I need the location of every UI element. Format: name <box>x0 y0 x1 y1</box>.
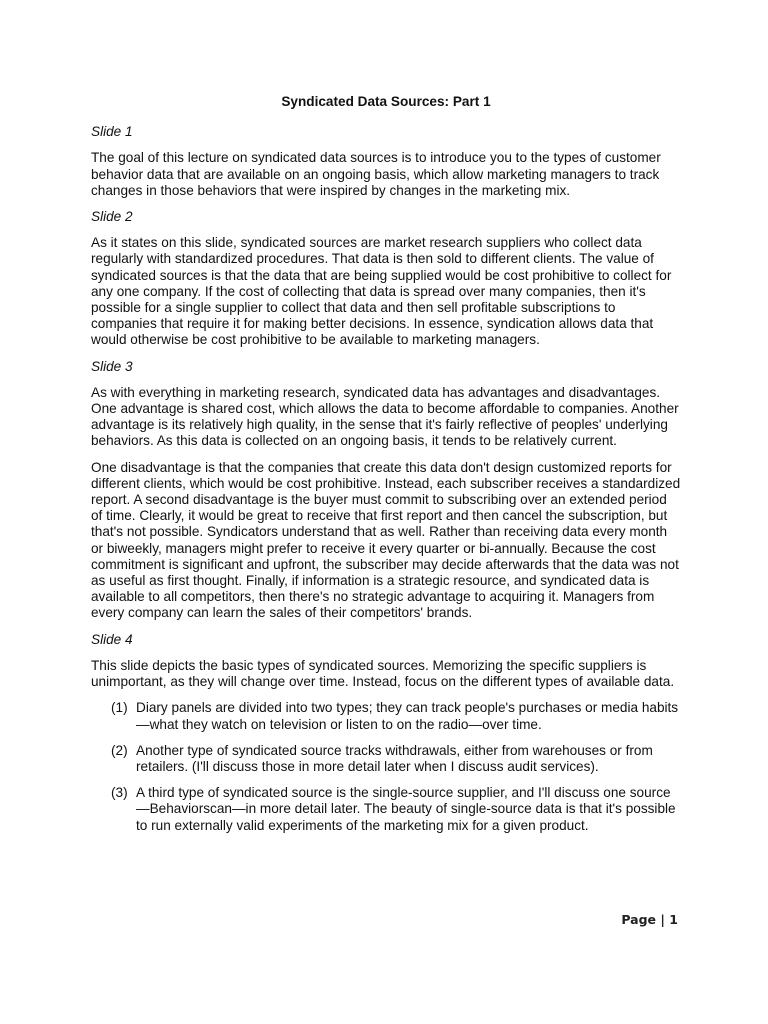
numbered-list <box>91 700 681 833</box>
body-paragraph: As with everything in marketing research, syndicated data has advantages and disadvantages. One advantage is shared cost, which allows the data to become affordable to companies. Another advantage is its relatively high quality, in the sense that it's fairly reflective of peoples' underlying behaviors. As this data is collected on an ongoing basis, it tends to be relatively current. <box>91 384 679 449</box>
section-slide-2 <box>91 209 681 349</box>
list-text: Diary panels are divided into two types; they can track people's purchases or media habits—what they watch on television or listen to on the radio—over time. <box>136 700 679 732</box>
list-item <box>111 700 681 732</box>
document-body <box>91 94 681 844</box>
list-text: Another type of syndicated source tracks withdrawals, either from warehouses or from retailers. (I'll discuss those in more detail later when I discuss audit services). <box>136 742 653 774</box>
page-number-footer: Page | 1 <box>621 912 678 927</box>
section-slide-4 <box>91 632 681 834</box>
slide-heading: Slide 3 <box>91 358 133 374</box>
slide-heading: Slide 2 <box>91 209 133 225</box>
section-slide-1 <box>91 124 681 199</box>
body-paragraph: The goal of this lecture on syndicated data sources is to introduce you to the types of customer behavior data that are available on an ongoing basis, which allow marketing managers to track changes in those behaviors that were inspired by changes in the marketing mix. <box>91 150 661 198</box>
list-item <box>111 743 681 775</box>
section-slide-3 <box>91 359 681 622</box>
list-number: (2) <box>111 742 128 758</box>
slide-heading: Slide 1 <box>91 124 133 140</box>
body-paragraph: As it states on this slide, syndicated sources are market research suppliers who collect data regularly with standardized procedures. That data is then sold to different clients. The value of syndicated sources is that the data that are being supplied would be cost prohibitive to collect for any one company. If the cost of collecting that data is spread over many companies, then it's possible for a single supplier to collect that data and then sell profitable subscriptions to companies that require it for making better decisions. In essence, syndication allows data that would otherwise be cost prohibitive to be available to marketing managers. <box>91 235 672 348</box>
document-title: Syndicated Data Sources: Part 1 <box>281 94 491 109</box>
list-item <box>111 785 681 834</box>
slide-heading: Slide 4 <box>91 631 133 647</box>
list-text: A third type of syndicated source is the single-source supplier, and I'll discuss one source—Behaviorscan—in more detail later. The beauty of single-source data is that it's possible to run externally valid experiments of the marketing mix for a given product. <box>136 785 676 833</box>
body-paragraph: This slide depicts the basic types of syndicated sources. Memorizing the specific suppliers is unimportant, as they will change over time. Instead, focus on the different types of available data. <box>91 657 675 690</box>
list-number: (3) <box>111 785 128 801</box>
list-number: (1) <box>111 700 128 716</box>
body-paragraph: One disadvantage is that the companies that create this data don't design customized reports for different clients, which would be cost prohibitive. Instead, each subscriber receives a standardized report. A second disadvantage is the buyer must commit to subscribing over an extended period of time. Clearly, it would be great to receive that first report and then cancel the subscription, but that's not possible. Syndicators understand that as well. Rather than receiving data every month or biweekly, managers might prefer to receive it every quarter or bi-annually. Because the cost commitment is significant and upfront, the subscriber may decide afterwards that the data was not as useful as first thought. Finally, if information is a strategic resource, and syndicated data is available to all competitors, then there's no strategic advantage to acquiring it. Managers from every company can learn the sales of their competitors' brands. <box>91 459 681 621</box>
